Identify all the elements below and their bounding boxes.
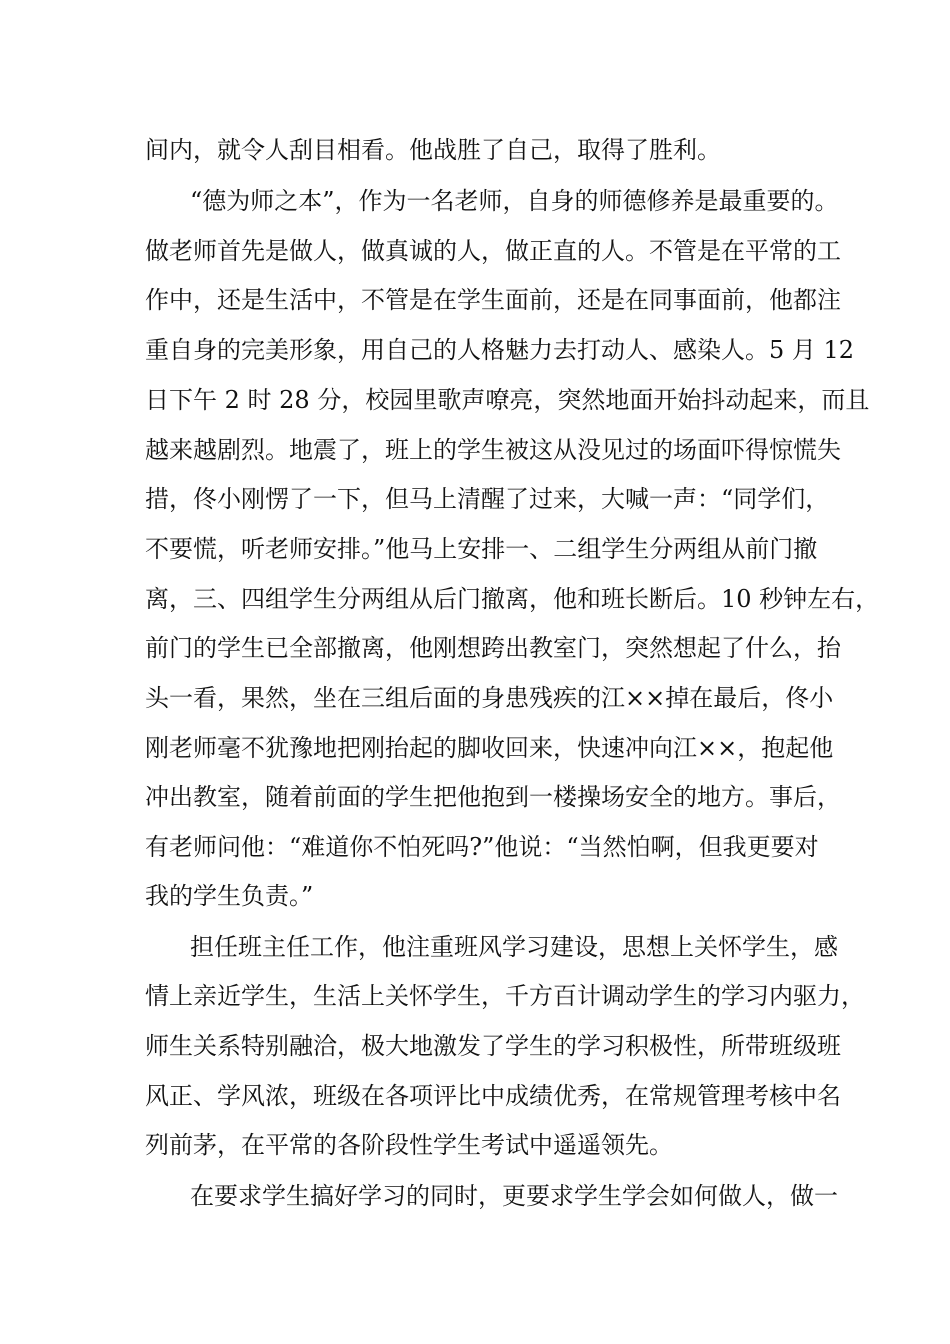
text-line: 有老师问他：“难道你不怕死吗?”他说：“当然怕啊，但我更要对 bbox=[145, 833, 819, 861]
text-line: 措，佟小刚愣了一下，但马上清醒了过来，大喊一声：“同学们， bbox=[145, 485, 830, 513]
text-line: 日下午 2 时 28 分，校园里歌声嘹亮，突然地面开始抖动起来，而且 bbox=[145, 386, 870, 414]
text-line: 越来越剧烈。地震了，班上的学生被这从没见过的场面吓得惊慌失 bbox=[145, 436, 841, 464]
text-line: 重自身的完美形象，用自己的人格魅力去打动人、感染人。5 月 12 bbox=[145, 336, 855, 364]
text-line: 作中，还是生活中，不管是在学生面前，还是在同事面前，他都注 bbox=[145, 286, 841, 314]
text-line: “德为师之本”，作为一名老师，自身的师德修养是最重要的。 bbox=[190, 187, 839, 215]
text-line: 列前茅，在平常的各阶段性学生考试中遥遥领先。 bbox=[145, 1131, 673, 1159]
text-line: 间内，就令人刮目相看。他战胜了自己，取得了胜利。 bbox=[145, 136, 721, 164]
text-line: 不要慌，听老师安排。”他马上安排一、二组学生分两组从前门撤 bbox=[145, 535, 818, 563]
text-line: 在要求学生搞好学习的同时，更要求学生学会如何做人，做一 bbox=[190, 1182, 838, 1210]
text-line: 做老师首先是做人，做真诚的人，做正直的人。不管是在平常的工 bbox=[145, 237, 841, 265]
text-line: 离，三、四组学生分两组从后门撤离，他和班长断后。10 秒钟左右， bbox=[145, 585, 880, 613]
text-line: 担任班主任工作，他注重班风学习建设，思想上关怀学生，感 bbox=[190, 933, 838, 961]
text-line: 情上亲近学生，生活上关怀学生，千方百计调动学生的学习内驱力， bbox=[145, 982, 865, 1010]
text-line: 冲出教室，随着前面的学生把他抱到一楼操场安全的地方。事后， bbox=[145, 783, 841, 811]
text-line: 风正、学风浓，班级在各项评比中成绩优秀，在常规管理考核中名 bbox=[145, 1082, 841, 1110]
text-line: 师生关系特别融洽，极大地激发了学生的学习积极性，所带班级班 bbox=[145, 1032, 841, 1060]
text-line: 刚老师毫不犹豫地把刚抬起的脚收回来，快速冲向江××，抱起他 bbox=[145, 734, 834, 762]
text-line: 头一看，果然，坐在三组后面的身患残疾的江××掉在最后，佟小 bbox=[145, 684, 834, 712]
text-line: 前门的学生已全部撤离，他刚想跨出教室门，突然想起了什么，抬 bbox=[145, 634, 841, 662]
text-line: 我的学生负责。” bbox=[145, 882, 314, 910]
